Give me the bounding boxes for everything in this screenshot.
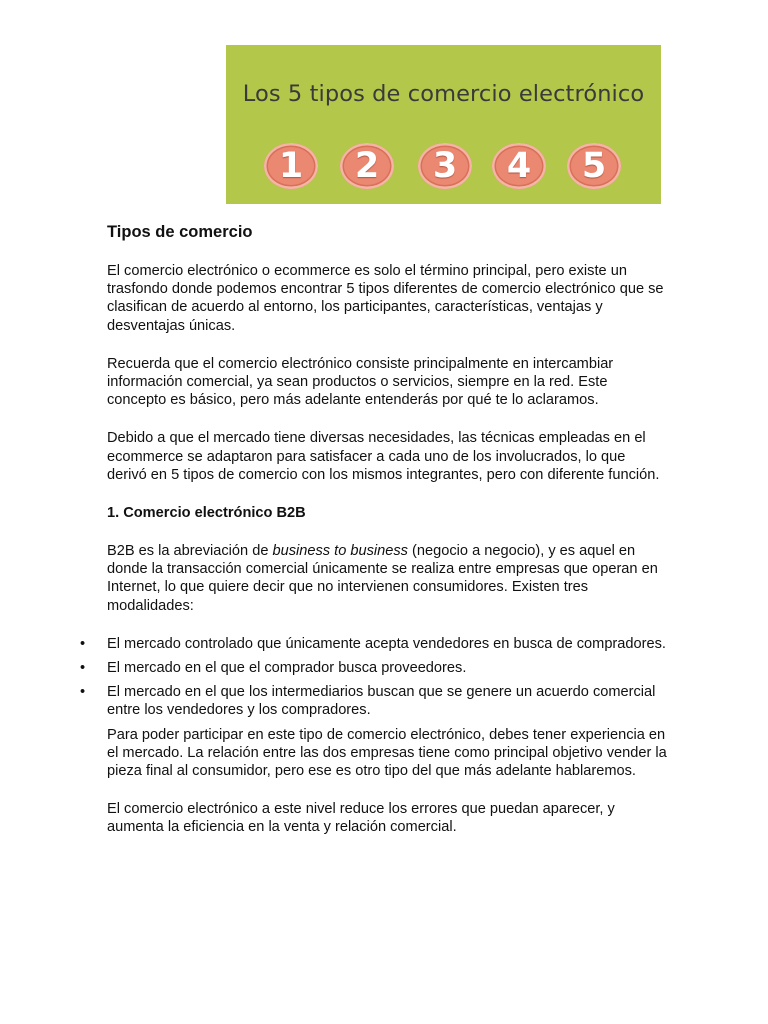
list-item: • El mercado en el que el comprador busca proveedores.: [107, 659, 667, 677]
banner-title: Los 5 tipos de comercio electrónico: [242, 81, 645, 107]
intro-text: B2B es la abreviación de: [107, 543, 273, 560]
subsection-heading-b2b: 1. Comercio electrónico B2B: [107, 505, 306, 522]
list-item: • El mercado controlado que únicamente acepta vendedores en busca de compradores.: [107, 635, 667, 653]
paragraph-b2b-requirements: Para poder participar en este tipo de comercio electrónico, debes tener experiencia en el mercado. La relación entre las dos empresas tiene como principal objetivo vender la pieza final al consumidor, pero ese es otro tipo del que más adelante hablaremos.: [107, 726, 667, 780]
paragraph-b2b-efficiency: El comercio electrónico a este nivel reduce los errores que puedan aparecer, y aumenta la eficiencia en la venta y relación comercial.: [107, 801, 615, 836]
intro-italic-term: business to business: [272, 543, 408, 560]
number-circle-5: [567, 143, 621, 189]
number-label: 4: [506, 145, 532, 186]
number-label: 5: [581, 145, 607, 186]
number-label: 2: [354, 145, 380, 186]
section-heading: Tipos de comercio: [107, 223, 253, 241]
list-item: • El mercado en el que los intermediarios buscan que se genere un acuerdo comercial entre los vendedores y los compradores.: [107, 683, 667, 719]
banner-numbers: [264, 143, 629, 193]
number-label: 1: [278, 145, 304, 186]
paragraph-3: Debido a que el mercado tiene diversas necesidades, las técnicas empleadas en el ecommerce se adaptaron para satisfacer a cada uno de los involucrados, lo que derivó en 5 tipos de comercio con los mismos integrantes, pero con diferente función.: [107, 430, 660, 483]
intro-text-rest: (negocio a negocio), y es aquel en donde la transacción comercial únicamente se realiza entre empresas que operan en Internet, lo que quiere decir que no intervienen consumidores. Existen tres modalidades:: [107, 543, 658, 614]
number-circle-3: [418, 143, 472, 189]
number-label: 3: [432, 145, 458, 186]
modalities-list: [107, 635, 667, 720]
paragraph-1: El comercio electrónico o ecommerce es solo el término principal, pero existe un trasfondo donde podemos encontrar 5 tipos diferentes de comercio electrónico que se clasifican de acuerdo al entorno, los participantes, características, ventajas y desventajas únicas.: [107, 263, 664, 334]
document-body: [107, 222, 667, 837]
banner-image: [226, 45, 661, 204]
number-circle-4: [492, 143, 546, 189]
paragraph-2: Recuerda que el comercio electrónico consiste principalmente en intercambiar información comercial, ya sean productos o servicios, siempre en la red. Este concepto es básico, pero más adelante entenderás por qué te lo aclaramos.: [107, 355, 614, 409]
number-circle-1: [264, 143, 318, 189]
paragraph-b2b-intro: [107, 542, 667, 615]
number-circle-2: [340, 143, 394, 189]
